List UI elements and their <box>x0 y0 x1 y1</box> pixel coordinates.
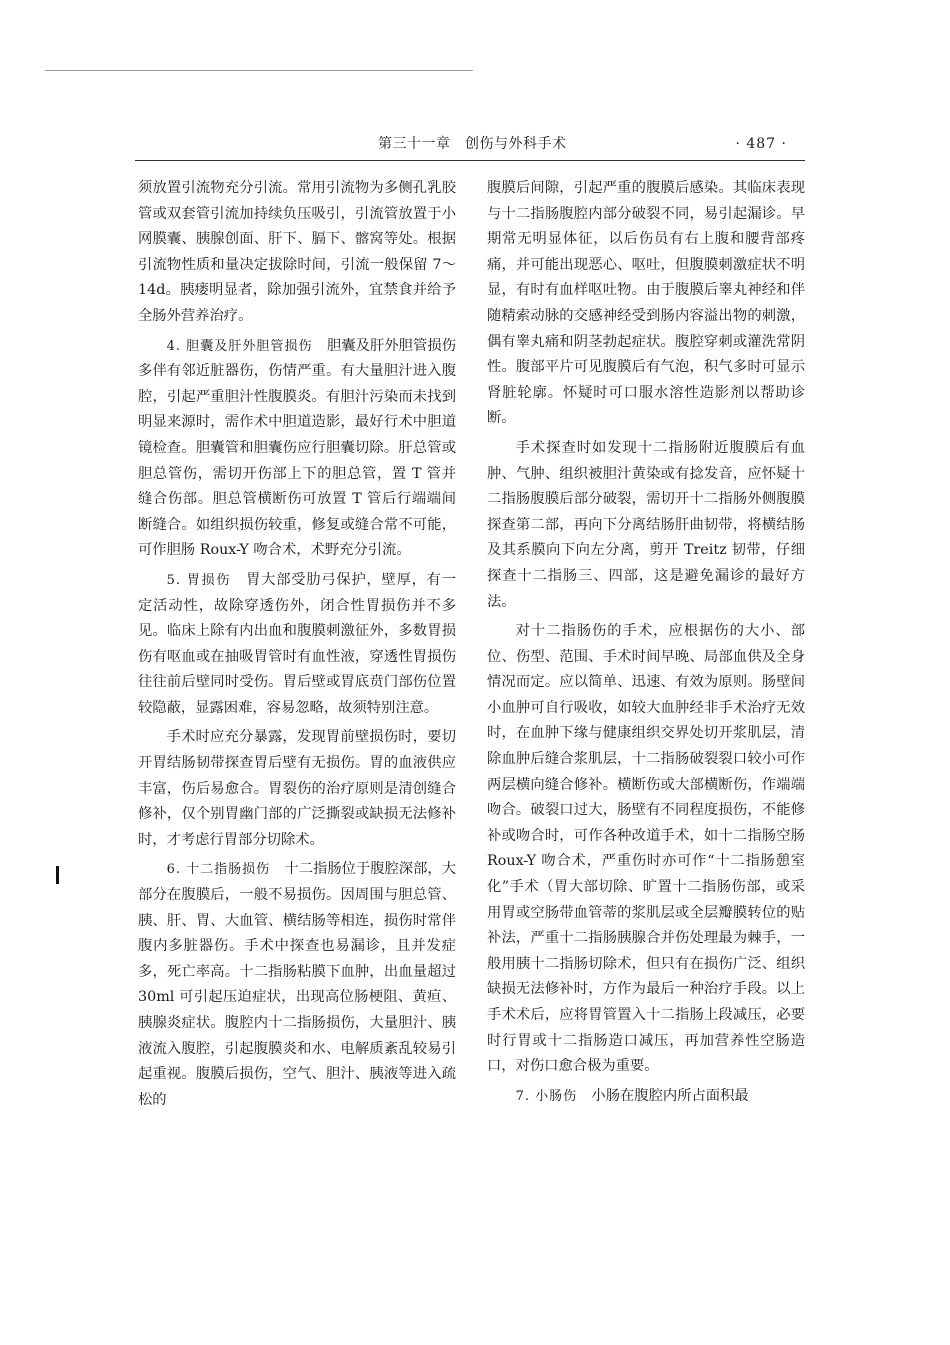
section-heading: 6. 十二指肠损伤 <box>166 862 271 878</box>
section-heading: 5. 胃损伤 <box>166 572 232 588</box>
section-text: 胆囊及肝外胆管损伤多伴有邻近脏器伤，伤情严重。有大量胆汁进入腹腔，引起严重胆汁性腹膜炎。有胆汁污染而未找到明显来源时，需作术中胆道造影，最好行术中胆道镜检查。胆囊管和胆囊伤应行胆囊切除。肝总管或胆总管伤，需切开伤部上下的胆总管，置 T 管并缝合伤部。胆总管横断伤可放置 T 管后行端端间断缝合。如组织损伤较重，修复或缝合常不可能，可作胆肠 Roux-Y 吻合术，术野充分引流。 <box>138 337 456 559</box>
paragraph-gastric-surgery: 手术时应充分暴露，发现胃前壁损伤时，要切开胃结肠韧带探查胃后壁有无损伤。胃的血液供应丰富，伤后易愈合。胃裂伤的治疗原则是清创缝合修补，仅个别胃幽门部的广泛撕裂或缺损无法修补时，才考虑行胃部分切除术。 <box>138 729 456 848</box>
page-header <box>135 133 805 155</box>
section-heading: 4. 胆囊及肝外胆管损伤 <box>166 338 313 354</box>
page-number: · 487 · <box>735 136 787 152</box>
paragraph-continued: 须放置引流物充分引流。常用引流物为多侧孔乳胶管或双套管引流加持续负压吸引，引流管放置于小网膜囊、胰腺创面、肝下、膈下、髂窝等处。根据引流物性质和量决定拔除时间，引流一般保留 7～14d。胰瘘明显者，除加强引流外，宜禁食并给予全肠外营养治疗。 <box>138 180 456 324</box>
section-heading: 7. 小肠伤 <box>515 1088 578 1104</box>
paragraph-continued: 腹膜后间隙，引起严重的腹膜后感染。其临床表现与十二指肠腹腔内部分破裂不同，易引起漏诊。早期常无明显体征，以后伤员有右上腹和腰背部疼痛，并可能出现恶心、呕吐，但腹膜刺激症状不明显，有时有血样呕吐物。由于腹膜后睾丸神经和伴随精索动脉的交感神经受到肠内容溢出物的刺激，偶有睾丸痛和阴茎勃起症状。腹腔穿刺或灌洗常阴性。腹部平片可见腹膜后有气泡，积气多时可显示肾脏轮廓。怀疑时可口服水溶性造影剂以帮助诊断。 <box>487 180 805 427</box>
section-text: 小肠在腹腔内所占面积最 <box>577 1087 749 1104</box>
section-biliary-injury <box>138 334 456 564</box>
section-text: 胃大部受肋弓保护，壁厚，有一定活动性，故除穿透伤外，闭合性胃损伤并不多见。临床上除有内出血和腹膜刺激征外，多数胃损伤有呕血或在抽吸胃管时有血性液，穿透性胃损伤往往前后壁同时受伤。胃后壁或胃底贲门部伤位置较隐蔽，显露困难，容易忽略，故须特别注意。 <box>138 571 456 716</box>
running-title: 第三十一章 创伤与外科手术 <box>378 136 567 152</box>
top-scan-rule <box>45 70 473 71</box>
section-small-bowel-injury <box>487 1084 805 1110</box>
right-column <box>487 176 805 1113</box>
section-text: 十二指肠位于腹腔深部，大部分在腹膜后，一般不易损伤。因周围与胆总管、胰、肝、胃、大血管、横结肠等相连，损伤时常伴腹内多脏器伤。手术中探查也易漏诊，且并发症多，死亡率高。十二指肠粘膜下血肿，出血量超过 30ml 可引起压迫症状，出现高位肠梗阻、黄疸、胰腺炎症状。腹腔内十二指肠损伤，大量胆汁、胰液流入腹腔，引起腹膜炎和水、电解质紊乱较易引起重视。腹膜后损伤，空气、胆汁、胰液等进入疏松的 <box>138 861 456 1108</box>
header-rule <box>135 160 805 161</box>
left-column <box>138 176 456 1117</box>
paragraph-duodenal-surgery: 对十二指肠伤的手术，应根据伤的大小、部位、伤型、范围、手术时间早晚、局部血供及全身情况而定。应以简单、迅速、有效为原则。肠壁间小血肿可自行吸收，如较大血肿经非手术治疗无效时，在血肿下缘与健康组织交界处切开浆肌层，清除血肿后缝合浆肌层，十二指肠破裂裂口较小可作两层横向缝合修补。横断伤或大部横断伤，作端端吻合。破裂口过大，肠壁有不同程度损伤，不能修补或吻合时，可作各种改道手术，如十二指肠空肠 Roux-Y 吻合术，严重伤时亦可作“十二指肠憩室化”手术（胃大部切除、旷置十二指肠伤部，或采用胃或空肠带血管蒂的浆肌层或全层瓣膜转位的贴补法，严重十二指肠胰腺合并伤处理最为棘手，一般用胰十二指肠切除术，但只有在损伤广泛、组织缺损无法修补时，方作为最后一种治疗手段。以上手术术后，应将胃管置入十二指肠上段减压，必要时行胃或十二指肠造口减压，再加营养性空肠造口，对伤口愈合极为重要。 <box>487 623 805 1075</box>
section-gastric-injury <box>138 568 456 722</box>
paragraph-exploration: 手术探查时如发现十二指肠附近腹膜后有血肿、气肿、组织被胆汁黄染或有捻发音，应怀疑十二指肠腹膜后部分破裂，需切开十二指肠外侧腹膜探查第二部，再向下分离结肠肝曲韧带，将横结肠及其系膜向下向左分离，剪开 Treitz 韧带，仔细探查十二指肠三、四部，这是避免漏诊的最好方法。 <box>487 439 805 610</box>
section-duodenal-injury <box>138 857 456 1113</box>
margin-scan-mark <box>56 866 59 884</box>
